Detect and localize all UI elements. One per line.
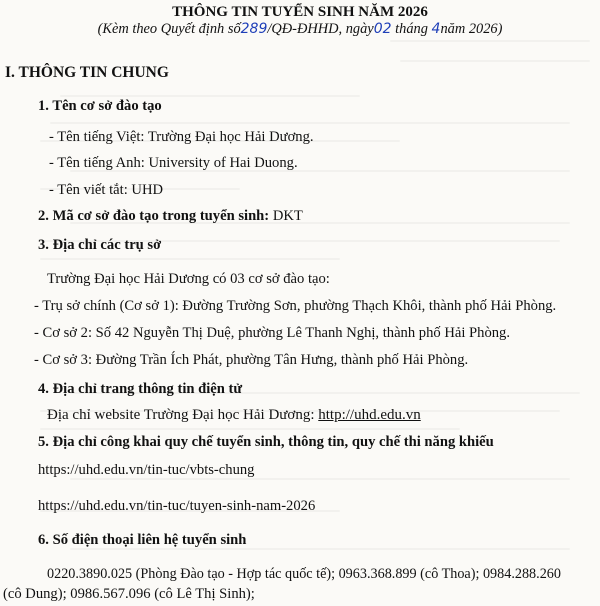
phone-line-2: (cô Dung); 0986.567.096 (cô Lê Thị Sinh); bbox=[3, 586, 255, 602]
institution-code-line bbox=[38, 207, 303, 225]
campus-intro: Trường Đại học Hải Dương có 03 cơ sở đào tạo: bbox=[47, 271, 330, 287]
name-vietnamese: - Tên tiếng Việt: Trường Đại học Hải Dương. bbox=[49, 129, 314, 145]
document-subtitle bbox=[0, 20, 600, 38]
regulations-link-1[interactable]: https://uhd.edu.vn/tin-tuc/vbts-chung bbox=[38, 462, 255, 478]
subtitle-suffix: năm 2026) bbox=[440, 21, 503, 37]
handwritten-month: 4 bbox=[431, 21, 441, 37]
campus-3-address: - Cơ sở 3: Đường Trần Ích Phát, phường Tân Hưng, thành phố Hải Phòng. bbox=[34, 352, 469, 368]
name-english: - Tên tiếng Anh: University of Hai Duong. bbox=[49, 155, 298, 171]
campus-2-address: - Cơ sở 2: Số 42 Nguyễn Thị Duệ, phường Lê Thanh Nghị, thành phố Hải Phòng. bbox=[34, 325, 511, 341]
heading-admissions-phone: 6. Số điện thoại liên hệ tuyển sinh bbox=[38, 532, 247, 548]
document-title: THÔNG TIN TUYỂN SINH NĂM 2026 bbox=[172, 4, 428, 20]
website-line bbox=[47, 406, 421, 424]
regulations-link-2[interactable]: https://uhd.edu.vn/tin-tuc/tuyen-sinh-nam-2026 bbox=[38, 498, 316, 514]
institution-code-value: DKT bbox=[272, 208, 303, 224]
heading-institution-name: 1. Tên cơ sở đào tạo bbox=[38, 98, 162, 114]
campus-1-address: - Trụ sở chính (Cơ sở 1): Đường Trường Sơn, phường Thạch Khôi, thành phố Hải Phòng. bbox=[34, 298, 557, 314]
website-link[interactable]: http://uhd.edu.vn bbox=[318, 407, 421, 423]
section-heading-general-info: I. THÔNG TIN CHUNG bbox=[5, 64, 169, 81]
handwritten-day: 02 bbox=[373, 21, 392, 37]
website-label: Địa chỉ website Trường Đại học Hải Dương: bbox=[47, 407, 315, 423]
heading-institution-code: 2. Mã cơ sở đào tạo trong tuyển sinh: bbox=[38, 208, 270, 224]
handwritten-decision-number: 289 bbox=[240, 21, 268, 37]
subtitle-middle: /QĐ-ĐHHD, ngày bbox=[267, 21, 374, 37]
heading-public-regulations: 5. Địa chỉ công khai quy chế tuyển sinh, thông tin, quy chế thi năng khiếu bbox=[38, 434, 494, 450]
subtitle-prefix: (Kèm theo Quyết định số bbox=[97, 21, 241, 37]
phone-line-1: 0220.3890.025 (Phòng Đào tạo - Hợp tác quốc tế); 0963.368.899 (cô Thoa); 0984.288.260 bbox=[47, 566, 561, 582]
subtitle-month-label: tháng bbox=[395, 21, 428, 37]
heading-campus-addresses: 3. Địa chỉ các trụ sở bbox=[38, 237, 162, 253]
heading-website: 4. Địa chỉ trang thông tin điện tử bbox=[38, 381, 243, 397]
name-abbreviation: - Tên viết tắt: UHD bbox=[49, 182, 164, 198]
